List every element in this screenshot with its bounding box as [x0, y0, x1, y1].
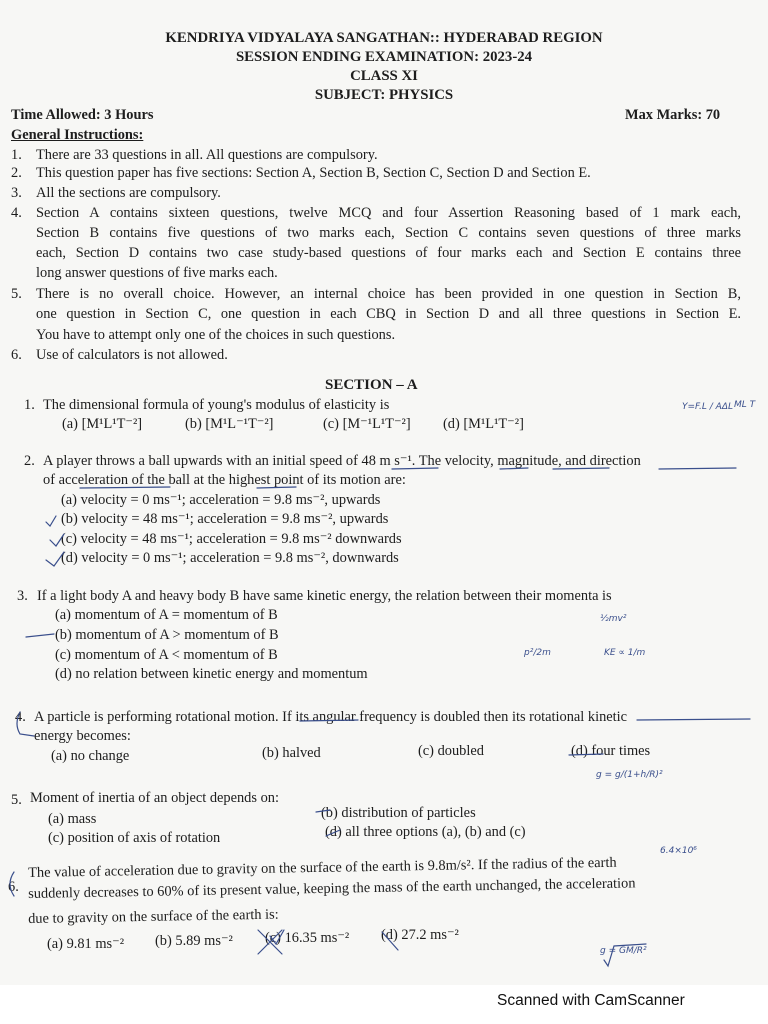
option-b: (b) halved — [262, 745, 321, 761]
instruction-number: 2. — [11, 165, 22, 181]
pen-underline — [300, 720, 358, 721]
instruction-text: each, Section D contains two case study-based questions of four marks each and Section E contains three — [36, 245, 741, 261]
instruction-text: This question paper has five sections: Section A, Section B, Section C, Section D and Section E. — [36, 165, 591, 181]
max-marks: Max Marks: 70 — [625, 107, 721, 123]
question-text: A player throws a ball upwards with an initial speed of 48 m s⁻¹. The velocity, magnitude, and direction — [43, 453, 641, 469]
pen-underline — [500, 468, 528, 469]
option-b: (b) distribution of particles — [321, 805, 476, 821]
question-text: due to gravity on the surface of the earth is: — [28, 906, 279, 927]
instruction-text: All the sections are compulsory. — [36, 185, 221, 201]
pen-underline — [257, 487, 296, 488]
section-title: SECTION – A — [325, 377, 418, 393]
question-number: 2. — [24, 453, 35, 469]
header-line-1: KENDRIYA VIDYALAYA SANGATHAN:: HYDERABAD REGION — [165, 30, 603, 46]
option-c: (c) velocity = 48 ms⁻¹; acceleration = 9.8 ms⁻² downwards — [61, 531, 402, 547]
instruction-text: long answer questions of five marks each. — [36, 265, 278, 281]
question-text: A particle is performing rotational motion. If its angular frequency is doubled then its rotational kinetic — [34, 709, 628, 725]
pen-bracket — [10, 872, 14, 896]
question-number: 4. — [15, 709, 26, 725]
option-a: (a) velocity = 0 ms⁻¹; acceleration = 9.8 ms⁻², upwards — [61, 492, 381, 508]
option-d: (d) all three options (a), (b) and (c) — [325, 824, 526, 840]
instruction-number: 3. — [11, 185, 22, 201]
margin-scribble: g = g/(1+h/R)² — [596, 770, 663, 780]
pen-cross — [258, 930, 282, 954]
instruction-number: 5. — [11, 286, 22, 302]
question-text: of acceleration of the ball at the highest point of its motion are: — [43, 472, 406, 488]
instruction-text: Section B contains five questions of two marks each, Section C contains seven questions of three marks — [36, 225, 741, 241]
question-number: 5. — [11, 792, 22, 808]
margin-scribble: g = GM/R² — [600, 946, 647, 956]
option-c: (c) 16.35 ms⁻² — [265, 930, 350, 946]
option-a: (a) no change — [51, 748, 130, 764]
instruction-text: There is no overall choice. However, an internal choice has been provided in one question in Section B, — [36, 286, 741, 302]
pen-underline — [553, 468, 609, 469]
pen-underline — [637, 719, 750, 720]
instruction-text: Section A contains sixteen questions, twelve MCQ and four Assertion Reasoning based of 1 mark each, — [36, 205, 741, 221]
option-b: (b) [M¹L⁻¹T⁻²] — [185, 416, 274, 432]
margin-scribble: ½mv² — [600, 614, 627, 624]
header-line-4: SUBJECT: PHYSICS — [314, 87, 454, 103]
scanner-watermark: Scanned with CamScanner — [497, 992, 685, 1009]
question-text: If a light body A and heavy body B have same kinetic energy, the relation between their momenta is — [37, 588, 612, 604]
pen-underline — [659, 468, 736, 469]
option-d: (d) four times — [571, 743, 651, 759]
instruction-text: Use of calculators is not allowed. — [36, 347, 228, 363]
pen-bracket — [17, 712, 34, 736]
option-a: (a) [M¹L¹T⁻²] — [62, 416, 143, 432]
instruction-text: There are 33 questions in all. All questions are compulsory. — [36, 147, 378, 163]
pen-underline — [80, 487, 170, 488]
instruction-number: 4. — [11, 205, 22, 221]
instruction-text: one question in Section C, one question in each CBQ in Section D and all three questions in Section E. — [36, 306, 741, 322]
instruction-number: 6. — [11, 347, 22, 363]
option-c: (c) doubled — [418, 743, 484, 759]
question-number: 1. — [24, 397, 35, 413]
pen-tick — [46, 516, 56, 526]
margin-scribble: 6.4×10⁶ — [660, 846, 697, 856]
pen-tick — [270, 930, 284, 944]
pen-tick — [50, 534, 64, 546]
pen-tick — [326, 830, 340, 836]
option-b: (b) velocity = 48 ms⁻¹; acceleration = 9.8 ms⁻², upwards — [61, 511, 389, 527]
option-c: (c) [M⁻¹L¹T⁻²] — [323, 416, 411, 432]
option-c: (c) position of axis of rotation — [48, 830, 221, 846]
question-text: The value of acceleration due to gravity on the surface of the earth is 9.8m/s². If the radius of the earth — [28, 854, 617, 881]
margin-scribble: KE ∝ 1/m — [604, 648, 646, 658]
question-text: energy becomes: — [34, 728, 131, 744]
option-d: (d) [M¹L¹T⁻²] — [443, 416, 524, 432]
question-number: 6. — [8, 879, 19, 895]
header-line-3: CLASS XI — [350, 68, 418, 84]
question-text: The dimensional formula of young's modulus of elasticity is — [43, 397, 390, 413]
option-a: (a) 9.81 ms⁻² — [47, 936, 125, 952]
pen-tick — [316, 810, 330, 812]
instruction-number: 1. — [11, 147, 22, 163]
option-d: (d) 27.2 ms⁻² — [381, 927, 459, 943]
margin-scribble: p²/2m — [524, 648, 551, 658]
question-number: 3. — [17, 588, 28, 604]
option-d: (d) velocity = 0 ms⁻¹; acceleration = 9.8 ms⁻², downwards — [61, 550, 399, 566]
instructions-title: General Instructions: — [11, 127, 144, 143]
option-b: (b) momentum of A > momentum of B — [55, 627, 279, 643]
option-a: (a) momentum of A = momentum of B — [55, 607, 278, 623]
pen-underline — [392, 468, 438, 469]
instruction-text: You have to attempt only one of the choices in such questions. — [36, 327, 396, 343]
question-text: suddenly decreases to 60% of its present value, keeping the mass of the earth unchanged, the acceleration — [28, 875, 636, 902]
option-b: (b) 5.89 ms⁻² — [155, 933, 233, 949]
option-d: (d) no relation between kinetic energy and momentum — [55, 666, 368, 682]
time-allowed: Time Allowed: 3 Hours — [11, 107, 154, 123]
option-a: (a) mass — [48, 811, 97, 827]
margin-scribble: Y=F.L / AΔL — [682, 402, 734, 412]
pen-underline — [569, 754, 603, 755]
pen-tick — [26, 634, 54, 637]
question-text: Moment of inertia of an object depends on: — [30, 790, 279, 806]
header-line-2: SESSION ENDING EXAMINATION: 2023-24 — [235, 49, 533, 65]
option-c: (c) momentum of A < momentum of B — [55, 647, 278, 663]
margin-scribble: ML T — [734, 400, 756, 410]
pen-cross — [382, 932, 398, 950]
pen-tick — [46, 552, 64, 566]
